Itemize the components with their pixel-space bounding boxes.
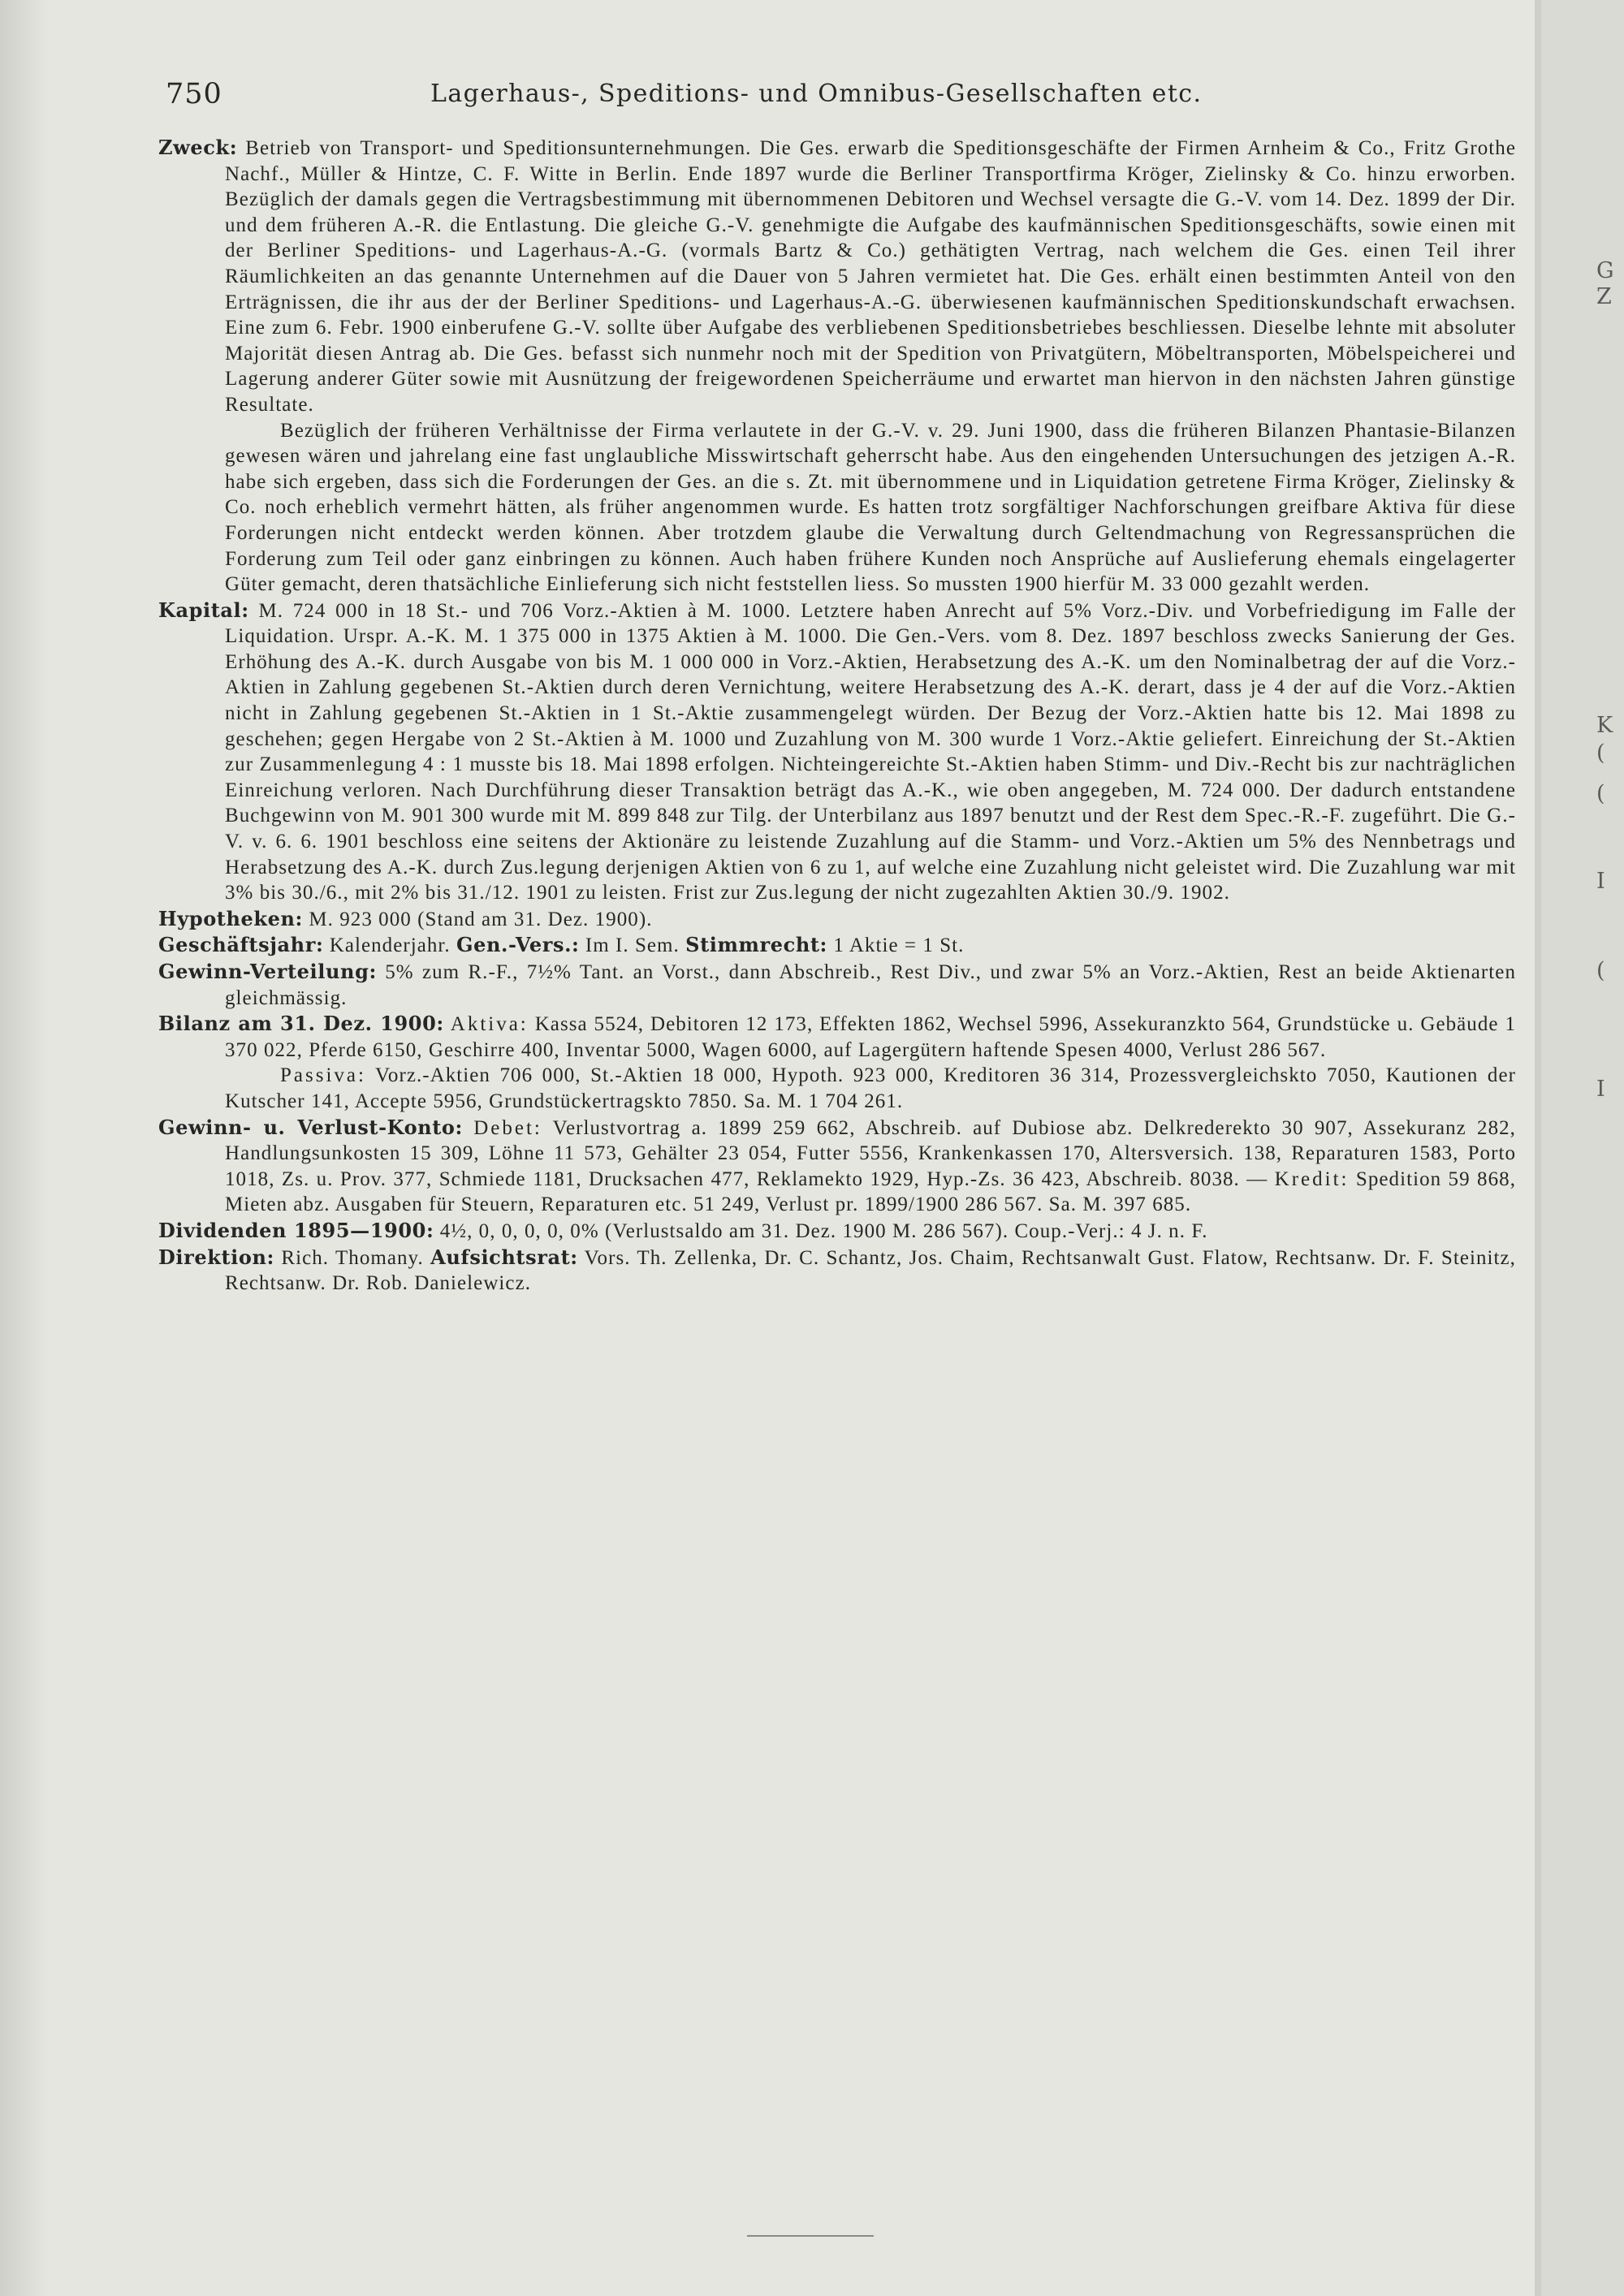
entry-label: Direktion: [158, 1245, 274, 1269]
entry-text: Kalenderjahr. [329, 934, 451, 957]
entry-dividenden [158, 1218, 1516, 1245]
entry-text: M. 923 000 (Stand am 31. Dez. 1900). [309, 908, 653, 930]
bleed-letter: K [1596, 713, 1613, 738]
entry-label: Dividenden 1895—1900: [158, 1218, 434, 1242]
entry-zweck [158, 135, 1516, 418]
entry-hypotheken [158, 906, 1516, 933]
entry-text: Im I. Sem. [585, 934, 680, 957]
aktiva-text: Kassa 5524, Debitoren 12 173, Effekten 1862, Wechsel 5996, Assekuranzkto 564, Grundstücke u. Gebäude 1 370 022, Pferde 6150, Geschirre 400, Inventar 5000, Wagen 6000, auf Lagergütern haftende Spesen 4000, Verlust 286 567. [225, 1013, 1516, 1061]
entry-label: Zweck: [158, 136, 238, 159]
kredit-label: Kredit: [1274, 1167, 1350, 1190]
entry-text: 1 Aktie = 1 St. [833, 934, 965, 957]
entry-label: Bilanz am 31. Dez. 1900: [158, 1012, 444, 1036]
debet-label: Debet: [473, 1116, 542, 1139]
entry-text: Betrieb von Transport- und Speditionsunternehmungen. Die Ges. erwarb die Speditionsgeschäfte der Firmen Arnheim & Co., Fritz Grothe Nachf., Müller & Hintze, C. F. Witte in Berlin. Ende 1897 wurde die Berliner Transportfirma Kröger, Zielinsky & Co. hinzu erworben. Bezüglich der damals gegen die Vertragsbestimmung mit übernommenen Debitoren und Wechsel versagte die G.-V. vom 14. Dez. 1899 der Dir. und dem früheren A.-R. die Entlastung. Die gleiche G.-V. genehmigte die Aufgabe des kaufmännischen Speditionsgeschäfts, sowie einen mit der Berliner Speditions- und Lagerhaus-A.-G. (vormals Bartz & Co.) gethätigten Vertrag, nach welchem die Ges. einen Teil ihrer Räumlichkeiten an das genannte Unternehmen auf die Dauer von 5 Jahren vermietet hat. Die Ges. erhält einen bestimmten Anteil von den Erträgnissen, die ihr aus der der Berliner Speditions- und Lagerhaus-A.-G. überwiesenen kaufmännischen Speditionskundschaft erwachsen. Eine zum 6. Febr. 1900 einberufene G.-V. sollte über Aufgabe des verbliebenen Speditionsbetriebes beschliessen. Dieselbe lehnte mit absoluter Majorität diesen Antrag ab. Die Ges. befasst sich nunmehr noch mit der Spedition von Privatgütern, Möbeltransporten, Möbelspeicherei und Lagerung anderer Güter sowie mit Ausnützung der freigewordenen Speicherräume und erwartet man hiervon in den nächsten Jahren günstige Resultate. [225, 137, 1516, 416]
debet-text: Verlustvortrag a. 1899 259 662, Abschreib. auf Dubiose abz. Delkrederekto 30 907, Assekuranz 282, Handlungsunkosten 15 309, Löhne 11 573, Gehälter 23 054, Futter 5556, Krankenkassen 170, Altersversich. 138, Reparaturen 1583, Porto 1018, Zs. u. Prov. 377, Schmiede 1181, Drucksachen 477, Reklamekto 1929, Hyp.-Zs. 36 423, Abschreib. 8038. — [225, 1116, 1516, 1190]
body-text [158, 135, 1516, 1297]
entry-text: M. 724 000 in 18 St.- und 706 Vorz.-Aktien à M. 1000. Letztere haben Anrecht auf 5% Vorz.-Div. und Vorbefriedigung im Falle der Liquidation. Urspr. A.-K. M. 1 375 000 in 1375 Aktien à M. 1000. Die Gen.-Vers. vom 8. Dez. 1897 beschloss zwecks Sanierung der Ges. Erhöhung des A.-K. durch Ausgabe von bis M. 1 000 000 in Vorz.-Aktien, Herabsetzung des A.-K. um den Nominalbetrag der auf die Vorz.-Aktien in Zahlung gegebenen St.-Aktien durch deren Vernichtung, weitere Herabsetzung des A.-K. derart, dass je 4 der auf die Vorz.-Aktien nicht in Zahlung gegebenen St.-Aktien in 1 St.-Aktie zusammengelegt würden. Der Bezug der Vorz.-Aktien hatte bis 12. Mai 1898 zu geschehen; gegen Hergabe von 2 St.-Aktien à M. 1000 und Zuzahlung von M. 300 wurde 1 Vorz.-Aktie geliefert. Einreichung der St.-Aktien zur Zusammenlegung 4 : 1 musste bis 18. Mai 1898 erfolgen. Nichteingereichte St.-Aktien haben Stimm- und Div.-Recht bis zur nachträglichen Einreichung verloren. Nach Durchführung dieser Transaktion beträgt das A.-K., wie oben angegeben, M. 724 000. Der dadurch entstandene Buchgewinn von M. 901 300 wurde mit M. 899 848 zur Tilg. der Unterbilanz aus 1897 benutzt und der Rest dem Spec.-R.-F. zugeführt. Die G.-V. v. 6. 6. 1901 beschloss eine seitens der Aktionäre zu leistende Zuzahlung auf die Stamm- und Vorz.-Aktien um 5% des Nennbetrags und Herabsetzung des A.-K. durch Zus.legung derjenigen Aktien von 6 zu 1, auf welche eine Zuzahlung nicht geleistet wird. Die Zuzahlung war mit 3% bis 30./6., mit 2% bis 31./12. 1901 zu leisten. Frist zur Zus.legung der nicht zugezahlten Aktien 30./9. 1902. [225, 599, 1516, 904]
running-head: Lagerhaus-, Speditions- und Omnibus-Gesellschaften etc. [430, 80, 1203, 108]
entry-label: Gewinn- u. Verlust-Konto: [158, 1115, 463, 1139]
entry-direktion [158, 1245, 1516, 1297]
passiva-text: Vorz.-Aktien 706 000, St.-Aktien 18 000, Hypoth. 923 000, Kreditoren 36 314, Prozessvergleichskto 7050, Kautionen der Kutscher 141, Accepte 5956, Grundstückertragskto 7850. Sa. M. 1 704 261. [225, 1064, 1516, 1112]
entry-text: 5% zum R.-F., 7½% Tant. an Vorst., dann Abschreib., Rest Div., und zwar 5% an Vorz.-Aktien, Rest an beide Aktienarten gleichmässig. [225, 961, 1516, 1009]
bleed-letter: I [1596, 1077, 1605, 1102]
entry-label: Hypotheken: [158, 906, 304, 930]
passiva-label: Passiva: [280, 1064, 366, 1087]
document-page [158, 78, 1516, 1297]
entry-text: Rich. Thomany. [281, 1246, 424, 1269]
entry-gewinnverteilung [158, 959, 1516, 1011]
entry-label-gen-vers: Gen.-Vers.: [456, 933, 580, 957]
entry-text: 4½, 0, 0, 0, 0, 0% (Verlustsaldo am 31. Dez. 1900 M. 286 567). Coup.-Verj.: 4 J. n. F. [439, 1219, 1208, 1242]
adjacent-page-strip [1541, 0, 1624, 2296]
entry-kapital [158, 598, 1516, 906]
bleed-letter: I [1596, 869, 1605, 894]
entry-bilanz [158, 1011, 1516, 1063]
kredit-text: Spedition 59 868, Mieten abz. Ausgaben für Steuern, Reparaturen etc. 51 249, Verlust pr. 1899/1900 286 567. Sa. M. 397 685. [225, 1167, 1516, 1216]
entry-label: Geschäftsjahr: [158, 933, 324, 957]
bleed-letter: Z [1596, 284, 1612, 309]
page-edge [1535, 0, 1541, 2296]
footer-rule [747, 2235, 874, 2237]
page-number: 750 [166, 78, 222, 110]
entry-bilanz-passiva [158, 1063, 1516, 1114]
scan-left-shadow [0, 0, 49, 2296]
entry-label-aufsichtsrat: Aufsichtsrat: [430, 1245, 578, 1269]
bleed-letter: ( [1596, 781, 1605, 806]
entry-label-stimmrecht: Stimmrecht: [685, 933, 828, 957]
bleed-letter: G [1596, 258, 1614, 283]
entry-label: Kapital: [158, 598, 249, 622]
bleed-letter: ( [1596, 740, 1605, 766]
entry-label: Gewinn-Verteilung: [158, 960, 377, 983]
page-header [158, 78, 1516, 119]
entry-text: Vors. Th. Zellenka, Dr. C. Schantz, Jos. Chaim, Rechtsanwalt Gust. Flatow, Rechtsanw. Dr. F. Steinitz, Rechtsanw. Dr. Rob. Danielewicz. [225, 1246, 1516, 1295]
entry-zweck-paragraph-2: Bezüglich der früheren Verhältnisse der Firma verlautete in der G.-V. v. 29. Juni 1900, dass die früheren Bilanzen Phantasie-Bilanzen gewesen wären und jahrelang eine fast unglaubliche Misswirtschaft geherrscht habe. Aus den eingehenden Untersuchungen des jetzigen A.-R. habe sich ergeben, dass sich die Forderungen der Ges. an die s. Zt. mit übernommene und in Liquidation getretene Firma Kröger, Zielinsky & Co. noch erheblich vermehrt hätten, als früher angenommen wurde. Es hatten trotz sorgfältiger Nachforschungen greifbare Aktiva für diese Forderungen nicht entdeckt werden können. Aber trotzdem glaube die Verwaltung durch Geltendmachung von Regressansprüchen die Forderung zum Teil oder ganz einbringen zu können. Auch haben frühere Kunden noch Ansprüche auf Auslieferung ehemals eingelagerter Güter gemacht, deren thatsächliche Einlieferung sich nicht feststellen liess. So mussten 1900 hierfür M. 33 000 gezahlt werden. [225, 419, 1516, 596]
entry-gewinn-verlust [158, 1115, 1516, 1218]
bleed-letter: ( [1596, 958, 1605, 983]
entry-geschaeftsjahr [158, 932, 1516, 959]
aktiva-label: Aktiva: [450, 1013, 529, 1036]
